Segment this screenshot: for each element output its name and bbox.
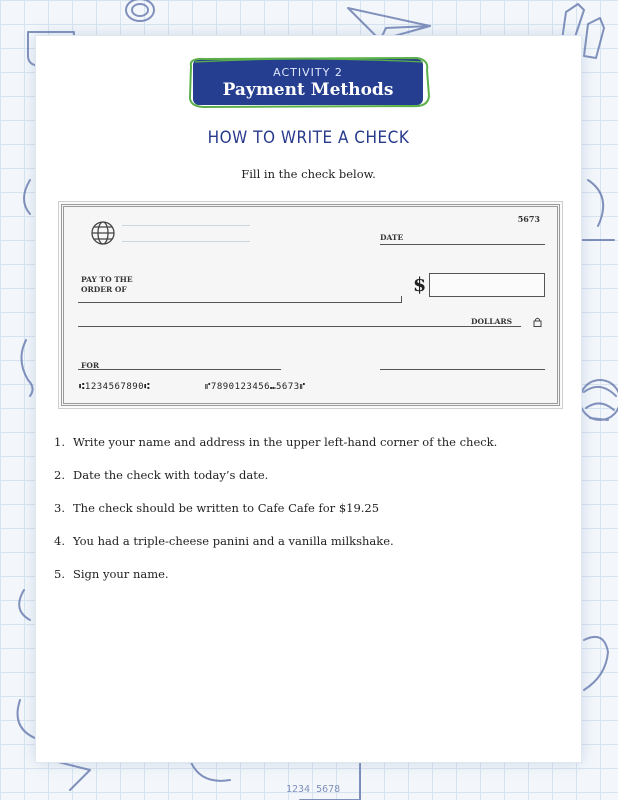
- payee-field[interactable]: [78, 296, 402, 303]
- section-title: HOW TO WRITE A CHECK: [207, 128, 410, 148]
- lock-icon: [533, 317, 542, 327]
- step-text: The check should be written to Cafe Cafe for $19.25: [73, 501, 380, 515]
- check-number: 5673: [517, 214, 540, 224]
- step-text: Sign your name.: [73, 567, 169, 581]
- check-border: [61, 204, 560, 406]
- payto-label: [81, 275, 133, 295]
- activity-title: Payment Methods: [222, 80, 394, 100]
- bottom-doodle-text: 1234 5678: [286, 784, 341, 795]
- step-number: 2.: [54, 468, 65, 482]
- date-field[interactable]: [380, 244, 545, 245]
- activity-banner: [185, 56, 431, 108]
- memo-field[interactable]: [78, 369, 281, 370]
- blank-check: [58, 201, 563, 409]
- globe-icon: [90, 220, 116, 246]
- activity-number: ACTIVITY 2: [273, 66, 343, 79]
- worksheet-page: [36, 36, 581, 762]
- right-doodle: [580, 180, 618, 420]
- step-number: 5.: [54, 567, 65, 581]
- amount-field[interactable]: [429, 273, 545, 297]
- step-number: 3.: [54, 501, 65, 515]
- dollar-sign: $: [413, 274, 427, 296]
- account-number: ⑈7890123456⑉5673⑈: [205, 382, 306, 392]
- instruction-text: Fill in the check below.: [241, 167, 376, 181]
- payto-label-line1: PAY TO THE: [81, 275, 133, 284]
- dollars-label: DOLLARS: [471, 317, 513, 326]
- signature-field[interactable]: [380, 369, 545, 370]
- address-line-2[interactable]: [122, 241, 250, 242]
- step-text: You had a triple-cheese panini and a vanilla milkshake.: [73, 534, 394, 548]
- address-line-1[interactable]: [122, 225, 250, 226]
- amount-in-words-field[interactable]: [78, 326, 521, 327]
- date-label: DATE: [380, 233, 404, 242]
- routing-number: ⑆1234567890⑆: [79, 382, 150, 392]
- step-text: Write your name and address in the upper left-hand corner of the check.: [73, 435, 498, 449]
- left-doodle: [21, 180, 32, 396]
- memo-label: FOR: [81, 361, 100, 370]
- step-text: Date the check with today’s date.: [73, 468, 269, 482]
- step-number: 4.: [54, 534, 65, 548]
- payto-label-line2: ORDER OF: [81, 285, 127, 294]
- coin-doodle: [126, 0, 154, 21]
- step-number: 1.: [54, 435, 65, 449]
